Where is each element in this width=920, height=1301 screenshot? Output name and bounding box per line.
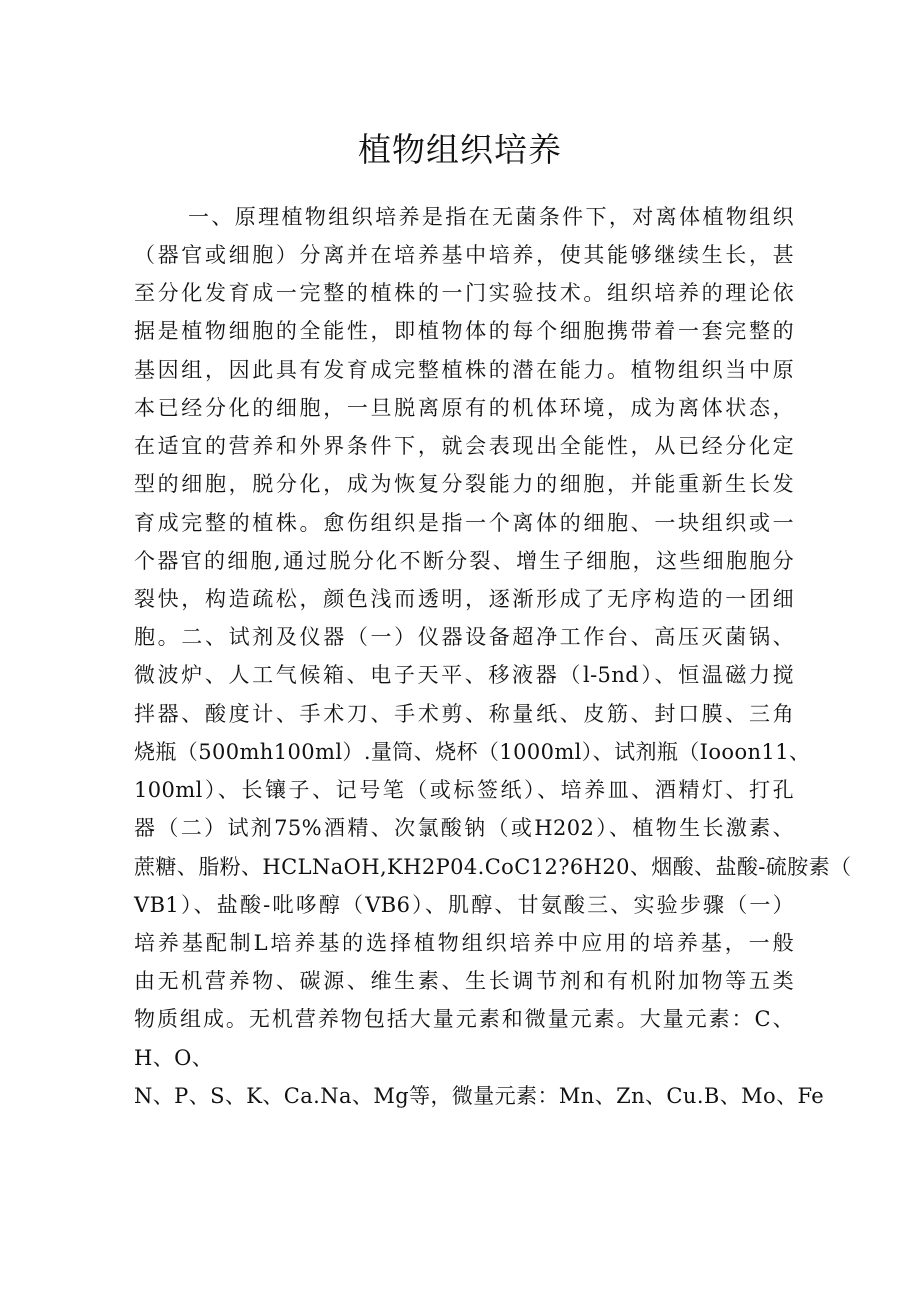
paragraph-line: N、P、S、K、Ca.Na、Mg等，微量元素：Mn、Zn、Cu.B、Mo、Fe bbox=[134, 1084, 825, 1108]
paragraph-line: 物质组成。无机营养物包括大量元素和微量元素。大量元素：C、 bbox=[134, 1007, 794, 1031]
paragraph-line: 烧瓶（500mh100ml）.量筒、烧杯（1000ml）、试剂瓶（Iooon11、 bbox=[134, 740, 811, 764]
document-title: 植物组织培养 bbox=[358, 130, 562, 169]
paragraph-line: VB1）、盐酸-吡哆醇（VB6）、肌醇、甘氨酸三、实验步骤（一） bbox=[134, 893, 794, 917]
paragraph-line: 一、原理植物组织培养是指在无菌条件下，对离体植物组织 bbox=[188, 205, 794, 229]
paragraph-line: 100ml）、长镶子、记号笔（或标签纸）、培养皿、酒精灯、打孔 bbox=[134, 778, 794, 802]
paragraph-line: 培养基配制L培养基的选择植物组织培养中应用的培养基，一般 bbox=[134, 931, 794, 955]
paragraph-line: 本已经分化的细胞，一旦脱离原有的机体环境，成为离体状态， bbox=[134, 396, 794, 420]
paragraph-line: 微波炉、人工气候箱、电子天平、移液器（l-5nd）、恒温磁力搅 bbox=[134, 663, 794, 687]
paragraph-line: 蔗糖、脂粉、HCLNaOH,KH2P04.CoC12?6H20、烟酸、盐酸-硫胺素（ bbox=[134, 855, 852, 879]
paragraph-line: 基因组，因此具有发育成完整植株的潜在能力。植物组织当中原 bbox=[134, 358, 794, 382]
paragraph-line: 至分化发育成一完整的植株的一门实验技术。组织培养的理论依 bbox=[134, 281, 794, 305]
paragraph-line: 胞。二、试剂及仪器（一）仪器设备超净工作台、高压灭菌锅、 bbox=[134, 625, 794, 649]
paragraph-line: 型的细胞，脱分化，成为恢复分裂能力的细胞，并能重新生长发 bbox=[134, 472, 794, 496]
paragraph-line: 裂快，构造疏松，颜色浅而透明，逐渐形成了无序构造的一团细 bbox=[134, 587, 794, 611]
paragraph-line: 据是植物细胞的全能性，即植物体的每个细胞携带着一套完整的 bbox=[134, 319, 794, 343]
paragraph-line: 育成完整的植株。愈伤组织是指一个离体的细胞、一块组织或一 bbox=[134, 511, 794, 535]
paragraph-line: 由无机营养物、碳源、维生素、生长调节剂和有机附加物等五类 bbox=[134, 969, 794, 993]
paragraph-line: （器官或细胞）分离并在培养基中培养，使其能够继续生长，甚 bbox=[134, 243, 794, 267]
paragraph-line: H、O、 bbox=[134, 1046, 214, 1070]
paragraph-line: 器（二）试剂75%酒精、次氯酸钠（或H202）、植物生长激素、 bbox=[134, 816, 794, 840]
paragraph-line: 在适宜的营养和外界条件下，就会表现出全能性，从已经分化定 bbox=[134, 434, 794, 458]
paragraph-line: 个器官的细胞,通过脱分化不断分裂、增生子细胞，这些细胞胞分 bbox=[134, 549, 794, 573]
paragraph-line: 拌器、酸度计、手术刀、手术剪、称量纸、皮筋、封口膜、三角 bbox=[134, 702, 794, 726]
